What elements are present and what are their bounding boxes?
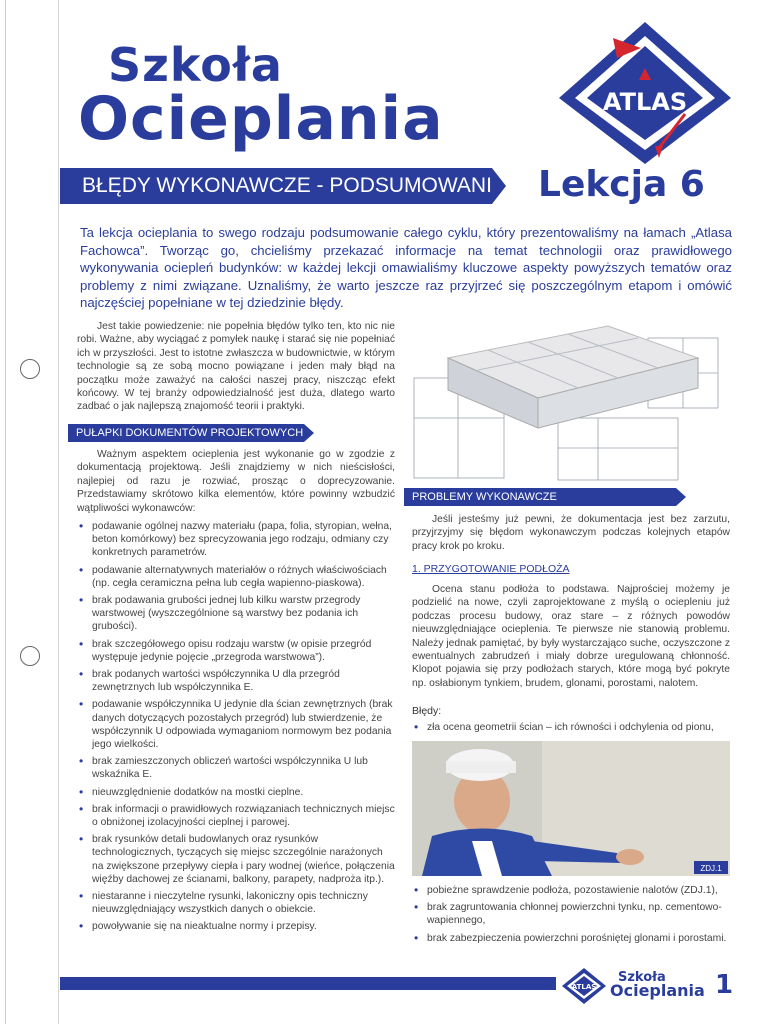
- list-item: • pobieżne sprawdzenie podłoża, pozostawienie nalotów (ZDJ.1),: [412, 884, 730, 897]
- lesson-number: Lekcja 6: [538, 164, 705, 205]
- right-column-body: [412, 513, 730, 553]
- documents-error-list: [77, 520, 395, 938]
- right-column-body-2: [412, 583, 730, 690]
- worker-photo: [412, 741, 730, 876]
- section-header-problems: [404, 488, 724, 506]
- lesson-title-bar: [60, 168, 506, 204]
- binder-hole: [20, 359, 40, 379]
- page-number: 1: [715, 970, 734, 1000]
- intro-paragraph: Ta lekcja ocieplania to swego rodzaju podsumowanie całego cyklu, który prezentowaliśmy na łamach „Atlasa Fachowca”. Tworząc go, chcieliśmy przekazać informacje na temat technologii oraz prawidłowego wykonywania ociepleń budynków: w każdej lekcji omawialiśmy kluczowe aspekty powyższych tematów oraz problemy z nimi związane. Uznaliśmy, że warto jeszcze raz przyjrzeć się poszczególnym etapom i omówić najczęściej popełniane w tej dziedzinie błędy.: [80, 225, 732, 311]
- binder-hole: [20, 646, 40, 666]
- list-item: • brak informacji o prawidłowych rozwiązaniach technicznych miejsc o obniżonej izolacyjności cieplnej i parowej.: [77, 803, 395, 829]
- atlas-brand-text: ATLAS: [602, 88, 688, 116]
- right-paragraph-2: Ocena stanu podłoża to podstawa. Najprościej możemy je podzielić na nowe, czyli zaprojektowane z myślą o ociepleniu już podczas procesu budowy, oraz stare – z różnych powodów nieuwzględniające ocieplenia. Te pierwsze nie stanowią problemu. Należy jednak pamiętać, by były wystarczająco suche, oczyszczone z ewentualnych zabrudzeń i miały dobrze uregulowaną chłonność. Klopot pojawia się przy podłożach starych, które mogą być pokryte np. osłabionym tynkiem, brudem, glonami, porostami, nalotem.: [412, 584, 730, 689]
- footer-logo-line1: Szkoła: [618, 970, 666, 985]
- section-title: PUŁAPKI DOKUMENTÓW PROJEKTOWYCH: [68, 424, 304, 442]
- footer-logo-line2: Ocieplania: [610, 981, 705, 1000]
- list-item: • brak szczegółowego opisu rodzaju warstw (w opisie przegród występuje jedynie pojęcie „przegroda warstwowa”).: [77, 638, 395, 664]
- list-item: • brak zamieszczonych obliczeń wartości współczynnika U lub wskaźnika E.: [77, 755, 395, 781]
- section-header-documents: [68, 424, 388, 442]
- list-item: • podawanie współczynnika U jedynie dla ścian zewnętrznych (brak danych dotyczących pozostałych przegród) lub stwierdzenie, że współczynnik U odpowiada wymaganiom normowym bez podania jego wielkości.: [77, 698, 395, 751]
- list-item: • brak zabezpieczenia powierzchni porośniętej glonami i porostami.: [412, 932, 730, 945]
- architecture-model-image: [408, 318, 730, 488]
- atlas-diamond-logo: [555, 18, 735, 168]
- margin-rule: [58, 0, 59, 1024]
- footer-bar: [60, 977, 556, 990]
- photo-label: ZDJ.1: [700, 864, 722, 873]
- right-paragraph-1: Jeśli jesteśmy już pewni, że dokumentacja jest bez zarzutu, przyjrzyjmy się błędom wykonawczym podczas kolejnych etapów pracy krok po kroku.: [412, 514, 730, 552]
- list-item: • brak zagruntowania chłonnej powierzchni tynku, np. cementowo-wapiennego,: [412, 901, 730, 927]
- title-bar-arrow: [492, 168, 506, 204]
- left-column: [77, 320, 395, 414]
- errors-label: Błędy:: [412, 705, 442, 717]
- list-item: • brak podanych wartości współczynnika U dla przegród zewnętrznych lub współczynnika E.: [77, 668, 395, 694]
- list-item: • niestaranne i nieczytelne rysunki, lakoniczny opis techniczny nieuwzględniający wszystkich danych o obiekcie.: [77, 890, 395, 916]
- logo-title-line1: Szkoła: [108, 38, 283, 92]
- section-title: PROBLEMY WYKONAWCZE: [404, 488, 676, 506]
- list-item: • nieuwzględnienie dodatków na mostki cieplne.: [77, 786, 395, 799]
- page-edge: [0, 0, 6, 1024]
- lesson-title: BŁĘDY WYKONAWCZE - PODSUMOWANIE: [82, 174, 506, 197]
- list-item: • powoływanie się na nieaktualne normy i przepisy.: [77, 920, 395, 933]
- section-arrow-icon: [304, 424, 314, 442]
- logo-title-line2: Ocieplania: [78, 84, 444, 154]
- list-item: • brak podawania grubości jednej lub kilku warstw przegrody warstwowej (wyszczególnione są warstwy bez podania ich grubości).: [77, 594, 395, 634]
- list-item: • podawanie alternatywnych materiałów o różnych właściwościach (np. cegła ceramiczna pełna lub cegła wapienno-piaskowa).: [77, 564, 395, 590]
- footer-atlas-logo: [560, 966, 608, 1006]
- section-arrow-icon: [676, 488, 686, 506]
- substrate-error-list-top: [412, 721, 730, 738]
- list-item: • brak rysunków detali budowlanych oraz rysunków technologicznych, tyczących się miejsc szczególnie narażonych na zwiększone przepływy ciepła i pary wodnej (wieńce, połączenia więźby dachowej ze ścianami, balkony, parapety, nadproża itp.).: [77, 833, 395, 886]
- left-paragraph-2: Ważnym aspektem ocieplenia jest wykonanie go w zgodzie z dokumentacją projektową. Jeśli znajdziemy w nich nieścisłości, najlepiej od razu je rozwiać, prosząc o doprecyzowanie. Przedstawiamy skrótowo kilka elementów, które powinny wzbudzić wątpliwości wykonawców:: [77, 449, 395, 514]
- left-paragraph-1: Jest takie powiedzenie: nie popełnia błędów tylko ten, kto nic nie robi. Ważne, aby wyciągać z pomyłek naukę i starać się nie popełniać ich w przyszłości. Jest to istotne zwłaszcza w budownictwie, w którym technologie są ze sobą mocno powiązane i jeden mały błąd na początku może zaważyć na całości naszej pracy, niszcząc efekt końcowy. W tej branży odpowiedzialność jest duża, dlatego warto zadbać o jak najlepszą znajomość teorii i praktyki.: [77, 321, 395, 413]
- list-item: • zła ocena geometrii ścian – ich równości i odchylenia od pionu,: [412, 721, 730, 734]
- substrate-error-list-bottom: [412, 884, 730, 949]
- left-column-body: [77, 448, 395, 515]
- footer-brand-text: ATLAS: [571, 983, 597, 991]
- list-item: • podawanie ogólnej nazwy materiału (papa, folia, styropian, wełna, beton komórkowy) bez sprecyzowania jego rodzaju, odmiany czy konkretnych parametrów.: [77, 520, 395, 560]
- subsection-title: 1. PRZYGOTOWANIE PODŁOŻA: [412, 563, 570, 575]
